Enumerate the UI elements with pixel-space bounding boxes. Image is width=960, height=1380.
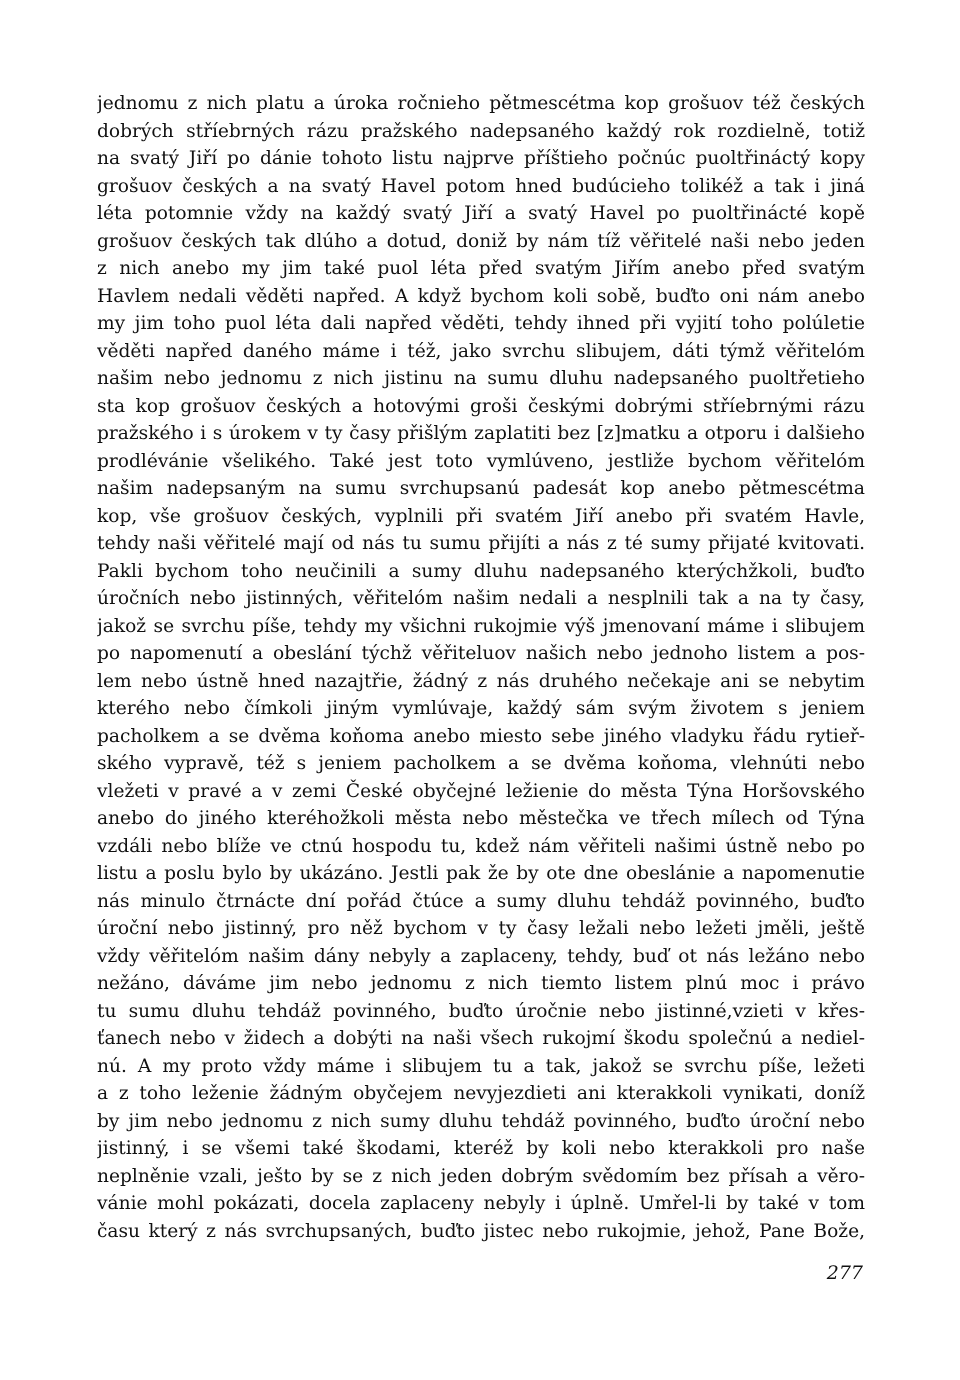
page-number: 277	[826, 1262, 863, 1284]
text-line: vležeti v pravé a v zemi České obyčejné ležienie do města Týna Horšovského	[97, 780, 865, 802]
text-line: tu sumu dluhu tehdáž povinného, buďto úročnie nebo jistinné,vzieti v křes-	[97, 1000, 865, 1022]
text-line: léta potomnie vždy na každý svatý Jiří a svatý Havel po puoltřinácté kopě	[97, 203, 865, 224]
text-line: úroční nebo jistinný, pro něž bychom v ty časy ležali nebo ležeti jměli, ještě	[97, 918, 865, 939]
text-line: sta kop grošuov českých a hotovými groši českými dobrými stříebrnými rázu	[97, 395, 865, 417]
text-line: jistinný, i se všemi také škodami, kteréž by koli nebo kterakkoli pro naše	[97, 1138, 865, 1159]
text-line: kterého nebo čímkoli jiným vymlúvaje, každý sám svým životem s jeniem	[97, 698, 865, 719]
text-line: jednomu z nich platu a úroka ročnieho pětmescétma kop grošuov též českých	[97, 93, 865, 114]
text-line: vánie mohl pokázati, docela zaplaceny nebyly i úplně. Umřel-li by také v tom	[97, 1193, 865, 1214]
text-line: Havlem nedali věděti napřed. A když bychom koli sobě, buďto oni nám anebo	[97, 285, 865, 307]
text-line: na svatý Jiří po dánie tohoto listu najprve příštieho počnúc puoltřináctý kopy	[97, 148, 865, 169]
text-line: by jim nebo jednomu z nich sumy dluhu tehdáž povinného, buďto úroční nebo	[97, 1110, 865, 1132]
text-line: jakož se svrchu píše, tehdy my všichni rukojmie výš jmenovaní máme i slibujem	[97, 615, 865, 637]
text-line: kop, vše grošuov českých, vyplnili při svatém Jiří anebo při svatém Havle,	[97, 505, 865, 527]
text-line: my jim toho puol léta dali napřed věděti, tehdy ihned při vyjití toho polúletie	[97, 313, 865, 334]
text-line: anebo do jiného kteréhožkoli města nebo městečka ve třech mílech od Týna	[97, 808, 865, 829]
text-line: nás minulo čtrnácte dní pořád čtúce a sumy dluhu tehdáž povinného, buďto	[97, 890, 865, 912]
text-line: grošuov českých a na svatý Havel potom hned budúcieho tolikéž a tak i jiná	[97, 175, 865, 197]
text-line: dobrých stříebrných rázu pražského nadepsaného každý rok rozdielně, totiž	[97, 120, 865, 142]
text-line: prodlévánie všelikého. Také jest toto vymlúveno, jestliže bychom věřitelóm	[97, 450, 865, 472]
text-line: pražského i s úrokem v ty časy přišlým zaplatiti bez [z]matku a otporu i dalšieho	[97, 423, 865, 444]
text-line: našim nebo jednomu z nich jistinu na sumu dluhu nadepsaného puoltřetieho	[97, 368, 865, 389]
text-line: po napomenutí a obeslání týchž věřiteluov našich nebo jednoho listem a pos-	[97, 643, 865, 664]
text-line: věděti napřed daného máme i též, jako svrchu slibujem, dáti týmž věřitelóm	[97, 340, 865, 362]
text-line: pacholkem a se dvěma koňoma anebo miesto sebe jiného vladyku řádu rytieř-	[97, 725, 865, 747]
text-line: našim nadepsaným na sumu svrchupsanú padesát kop anebo pětmescétma	[97, 478, 865, 499]
text-line: listu a poslu bylo by ukázáno. Jestli pak že by ote dne obeslánie a napomenutie	[97, 863, 865, 884]
text-line: ského vypravě, též s jeniem pacholkem a se dvěma koňoma, vlehnúti nebo	[97, 753, 865, 774]
text-line: nú. A my proto vždy máme i slibujem tu a tak, jakož se svrchu píše, ležeti	[97, 1055, 865, 1077]
text-line: tehdy naši věřitelé mají od nás tu sumu přijíti a nás z té sumy přijaté kvitovati.	[97, 533, 865, 554]
text-line: vzdáli nebo blíže ve ctnú hospodu tu, kdež nám věřiteli našimi ústně nebo po	[97, 835, 865, 857]
text-line: a z toho leženie žádným obyčejem nevyjezdieti ani kterakkoli vynikati, doníž	[97, 1083, 865, 1104]
text-line: úročních nebo jistinných, věřitelóm našim nedali a nesplnili tak a na ty časy,	[97, 588, 865, 609]
text-line: grošuov českých tak dlúho a dotud, doniž by nám tíž věřitelé naši nebo jeden	[97, 230, 865, 252]
body-text	[97, 90, 865, 1245]
text-line: nežáno, dáváme jim nebo jednomu z nich tiemto listem plnú moc i právo	[97, 973, 865, 994]
text-line: z nich anebo my jim také puol léta před svatým Jiřím anebo před svatým	[97, 258, 865, 279]
text-line: vždy věřitelóm našim dány nebyly a zaplaceny, tehdy, buď ot nás ležáno nebo	[97, 945, 865, 967]
text-line: Pakli bychom toho neučinili a sumy dluhu nadepsaného kterýchžkoli, buďto	[97, 560, 865, 582]
text-line: času který z nás svrchupsaných, buďto jistec nebo rukojmie, jehož, Pane Bože,	[97, 1220, 865, 1242]
text-line: lem nebo ústně hned nazajtřie, žádný z nás druhého nečekaje ani se nebytim	[97, 670, 865, 692]
text-line: ťanech nebo v židech a dobýti na naši všech rukojmí škodu společnú a nediel-	[97, 1028, 865, 1049]
text-line: neplněnie vzali, ješto by se z nich jeden dobrým svědomím bez přísah a věro-	[97, 1165, 865, 1187]
